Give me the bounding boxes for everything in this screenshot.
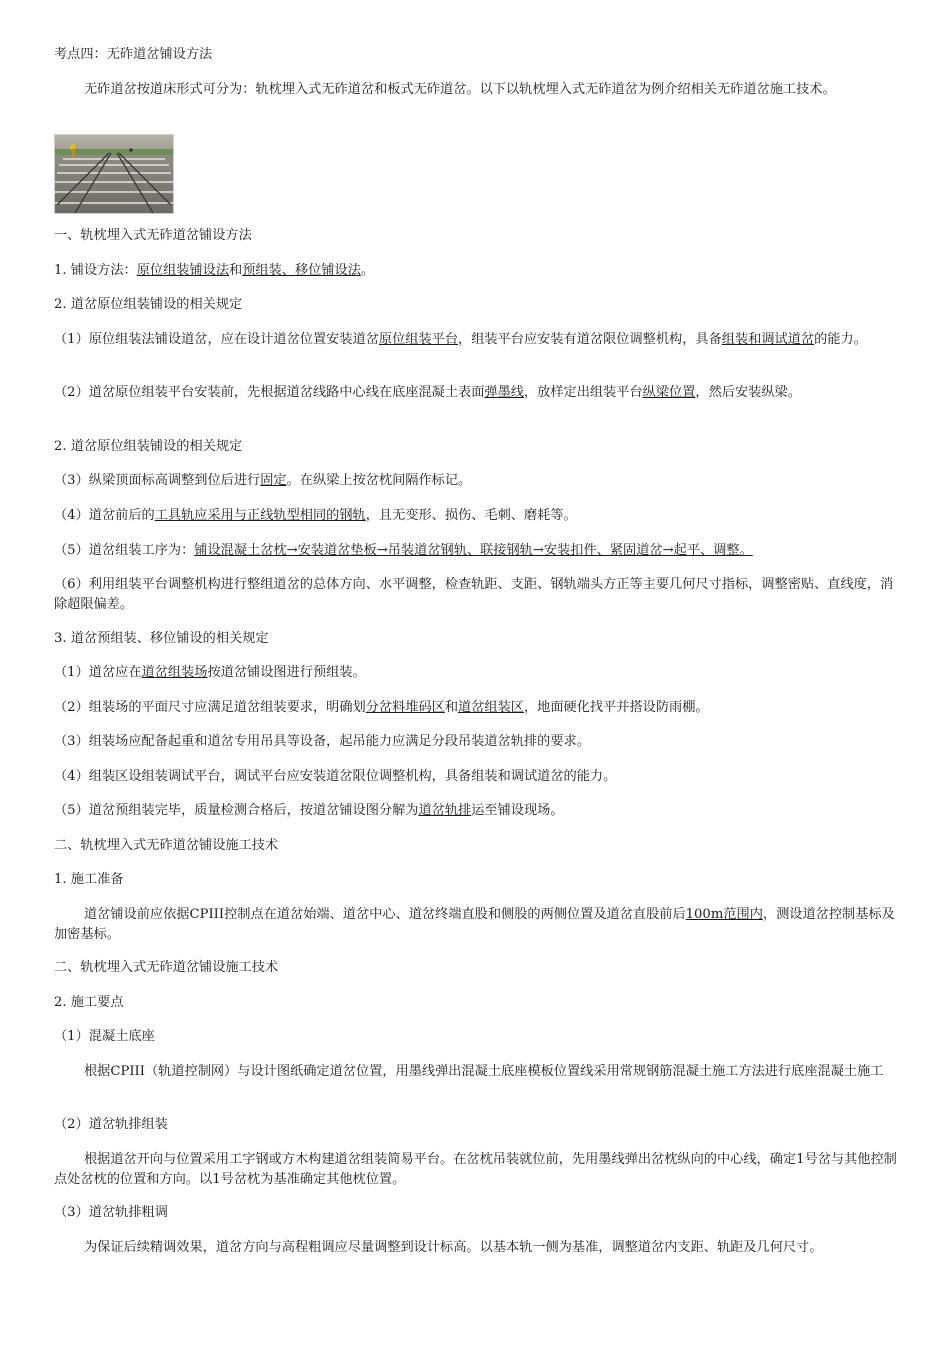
rule-p2: （2）道岔原位组装平台安装前，先根据道岔线路中心线在底座混凝土表面弹墨线，放样定出组装平台纵梁位置，然后安装纵梁。	[54, 385, 801, 400]
rule-p3: （3）纵梁顶面标高调整到位后进行固定。在纵梁上按岔枕间隔作标记。	[54, 473, 472, 488]
railway-turnout-image	[55, 135, 173, 213]
point-2-text: 根据道岔开向与位置采用工字钢或方木构建道岔组装简易平台。在岔枕吊装就位前，先用墨线弹出岔枕纵向的中心线，确定1号岔与其他控制点处岔枕的位置和方向。以1号岔枕为基准确定其他枕位置。	[54, 1152, 897, 1187]
point-1-text: 根据CPIII（轨道控制网）与设计图纸确定道岔位置，用墨线弹出混凝土底座模板位置线采用常规钢筋混凝土施工方法进行底座混凝土施工	[84, 1064, 884, 1079]
subheading-points: 2. 施工要点	[54, 995, 124, 1010]
heading-s2a: 二、轨枕埋入式无砟道岔铺设施工技术	[54, 838, 279, 853]
subheading-2b: 2. 道岔原位组装铺设的相关规定	[54, 439, 243, 454]
intro-paragraph: 无砟道岔按道床形式可分为：轨枕埋入式无砟道岔和板式无砟道岔。以下以轨枕埋入式无砟道岔为例介绍相关无砟道岔施工技术。	[84, 82, 836, 97]
heading-s1: 一、轨枕埋入式无砟道岔铺设方法	[54, 228, 252, 243]
rule-q3: （3）组装场应配备起重和道岔专用吊具等设备，起吊能力应满足分段吊装道岔轨排的要求。	[54, 734, 590, 749]
rule-q5: （5）道岔预组装完毕，质量检测合格后，按道岔铺设图分解为道岔轨排运至铺设现场。	[54, 803, 564, 818]
rule-p1: （1）原位组装法铺设道岔，应在设计道岔位置安装道岔原位组装平台，组装平台应安装有道岔限位调整机构，具备组装和调试道岔的能力。	[54, 332, 867, 347]
rule-q4: （4）组装区设组装调试平台，调试平台应安装道岔限位调整机构，具备组装和调试道岔的能力。	[54, 769, 617, 784]
point-2-heading: （2）道岔轨排组装	[54, 1117, 168, 1132]
heading-s2b: 二、轨枕埋入式无砟道岔铺设施工技术	[54, 960, 279, 975]
method-line: 1. 铺设方法：原位组装铺设法和预组装、移位铺设法。	[54, 263, 375, 278]
rule-p6: （6）利用组装平台调整机构进行整组道岔的总体方向、水平调整，检查轨距、支距、钢轨端头方正等主要几何尺寸指标，调整密贴、直线度，消除超限偏差。	[54, 577, 894, 612]
rule-q1: （1）道岔应在道岔组装场按道岔铺设图进行预组装。	[54, 665, 366, 680]
section-title: 考点四：无砟道岔铺设方法	[54, 47, 213, 62]
point-3-heading: （3）道岔轨排粗调	[54, 1205, 168, 1220]
rule-p4: （4）道岔前后的工具轨应采用与正线轨型相同的钢轨，且无变形、损伤、毛刺、磨耗等。	[54, 508, 577, 523]
point-3-text: 为保证后续精调效果，道岔方向与高程粗调应尽量调整到设计标高。以基本轨一侧为基准，调整道岔内支距、轨距及几何尺寸。	[84, 1240, 823, 1255]
prep-paragraph: 道岔铺设前应依据CPIII控制点在道岔始端、道岔中心、道岔终端直股和侧股的两侧位置及道岔直股前后100m范围内，测设道岔控制基标及加密基标。	[54, 907, 895, 942]
subheading-2a: 2. 道岔原位组装铺设的相关规定	[54, 297, 243, 312]
rule-q2: （2）组装场的平面尺寸应满足道岔组装要求，明确划分岔料堆码区和道岔组装区，地面硬化找平并搭设防雨棚。	[54, 700, 709, 715]
point-1-heading: （1）混凝土底座	[54, 1029, 155, 1044]
rule-p5: （5）道岔组装工序为：铺设混凝土岔枕→安装道岔垫板→吊装道岔钢轨、联接钢轨→安装扣件、紧固道岔→起平、调整。	[54, 543, 753, 558]
subheading-3: 3. 道岔预组装、移位铺设的相关规定	[54, 631, 269, 646]
subheading-prep: 1. 施工准备	[54, 872, 124, 887]
track-construction-photo	[54, 134, 174, 214]
